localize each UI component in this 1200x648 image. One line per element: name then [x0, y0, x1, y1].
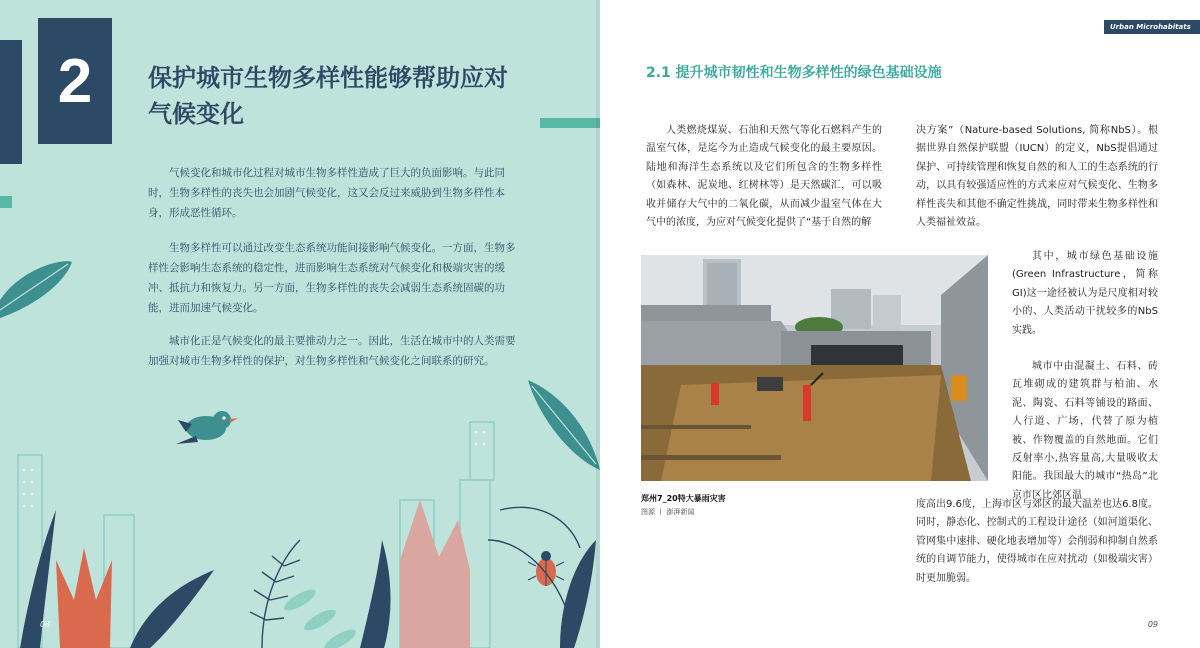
column-2-paragraph: 决方案”（Nature-based Solutions, 简称NbS）。根据世界自然保护联盟（IUCN）的定义，NbS提倡通过保护、可持续管理和恢复自然的和人工的生态系统的行动，以具有较强适应性的方式来应对气候变化、生物多样性丧失和其他不确定性挑战，同时带来生物多样性和人类福祉效益。: [916, 125, 1158, 229]
teal-leaf-left-icon: [0, 261, 72, 318]
bird-icon: [176, 411, 238, 444]
photo-caption: 郑州7_20特大暴雨灾害: [641, 494, 726, 503]
flood-photo: [641, 255, 988, 481]
beetle-icon: [528, 551, 564, 586]
section-title: 2.1 提升城市韧性和生物多样性的绿色基础设施: [646, 65, 942, 81]
left-paragraph-1: 气候变化和城市化过程对城市生物多样性造成了巨大的负面影响。与此同时，生物多样性的丧失也会加剧气候变化，这又会反过来威胁到生物多样性本身，形成恶性循环。: [148, 167, 505, 219]
fern-leaf-teal-icon: [281, 586, 358, 648]
photo-credit: 图源 丨 澎湃新闻: [641, 508, 695, 516]
column-2-paragraph-2: 其中，城市绿色基础设施(Green Infrastructure，简称GI)这一途径被认为是尺度相对较小的、人类活动干扰较多的NbS实践。: [1012, 251, 1158, 336]
column-1-paragraph: 人类燃烧煤炭、石油和天然气等化石燃料产生的温室气体，是迄今为止造成气候变化的最主要原因。陆地和海洋生态系统以及它们所包含的生物多样性（如森林、泥炭地、红树林等）是天然碳汇，可以吸收并储存大气中的二氧化碳，从而减少温室气体在大气中的浓度，为应对气候变化提供了“基于自然的解: [646, 125, 882, 229]
chapter-number: 2: [57, 46, 93, 116]
left-page-number: 08: [40, 620, 51, 629]
bottom-paragraph: 度高出9.6度，上海市区与郊区的最大温差也达6.8度。同时，静态化、控制式的工程设计途径（如河道渠化、管网集中速排、硬化地表增加等）会削弱和抑制自然系统的自调节能力，使得城市在应对扰动（如极端灾害）时更加脆弱。: [916, 499, 1158, 584]
left-paragraph-3: 城市化正是气候变化的最主要推动力之一。因此，生活在城市中的人类需要加强对城市生物多样性的保护，对生物多样性和气候变化之间联系的研究。: [148, 335, 516, 367]
fern-leaf-icon: [250, 540, 300, 648]
chapter-title-line-2: 气候变化: [148, 100, 244, 128]
left-paragraph-2: 生物多样性可以通过改变生态系统功能间接影响气候变化。一方面，生物多样性会影响生态系统的稳定性，进而影响生态系统对气候变化和极端灾害的缓冲、抵抗力和恢复力。另一方面，生物多样性的丧失会减弱生态系统固碳的功能，进而加速气候变化。: [148, 242, 516, 314]
building-dotted-icon: [23, 431, 486, 508]
section-header-tag: Urban Microhabitats: [1104, 20, 1200, 34]
teal-leaf-right-icon: [528, 380, 600, 470]
right-page: [600, 0, 1200, 648]
column-2-paragraph-3: 城市中由混凝土、石料、砖瓦堆砌成的建筑群与柏油、水泥、陶瓷、石料等铺设的路面、人行道、广场，代替了原为植被、作物覆盖的自然地面。它们反射率小,热容量高,大量吸收太阳能。我国最大的城市“热岛”北京市区比郊区温: [1012, 361, 1158, 501]
right-page-number: 09: [1147, 620, 1158, 629]
chapter-title-line-1: 保护城市生物多样性能够帮助应对: [148, 64, 508, 92]
navy-leaf-icon: [20, 510, 56, 648]
